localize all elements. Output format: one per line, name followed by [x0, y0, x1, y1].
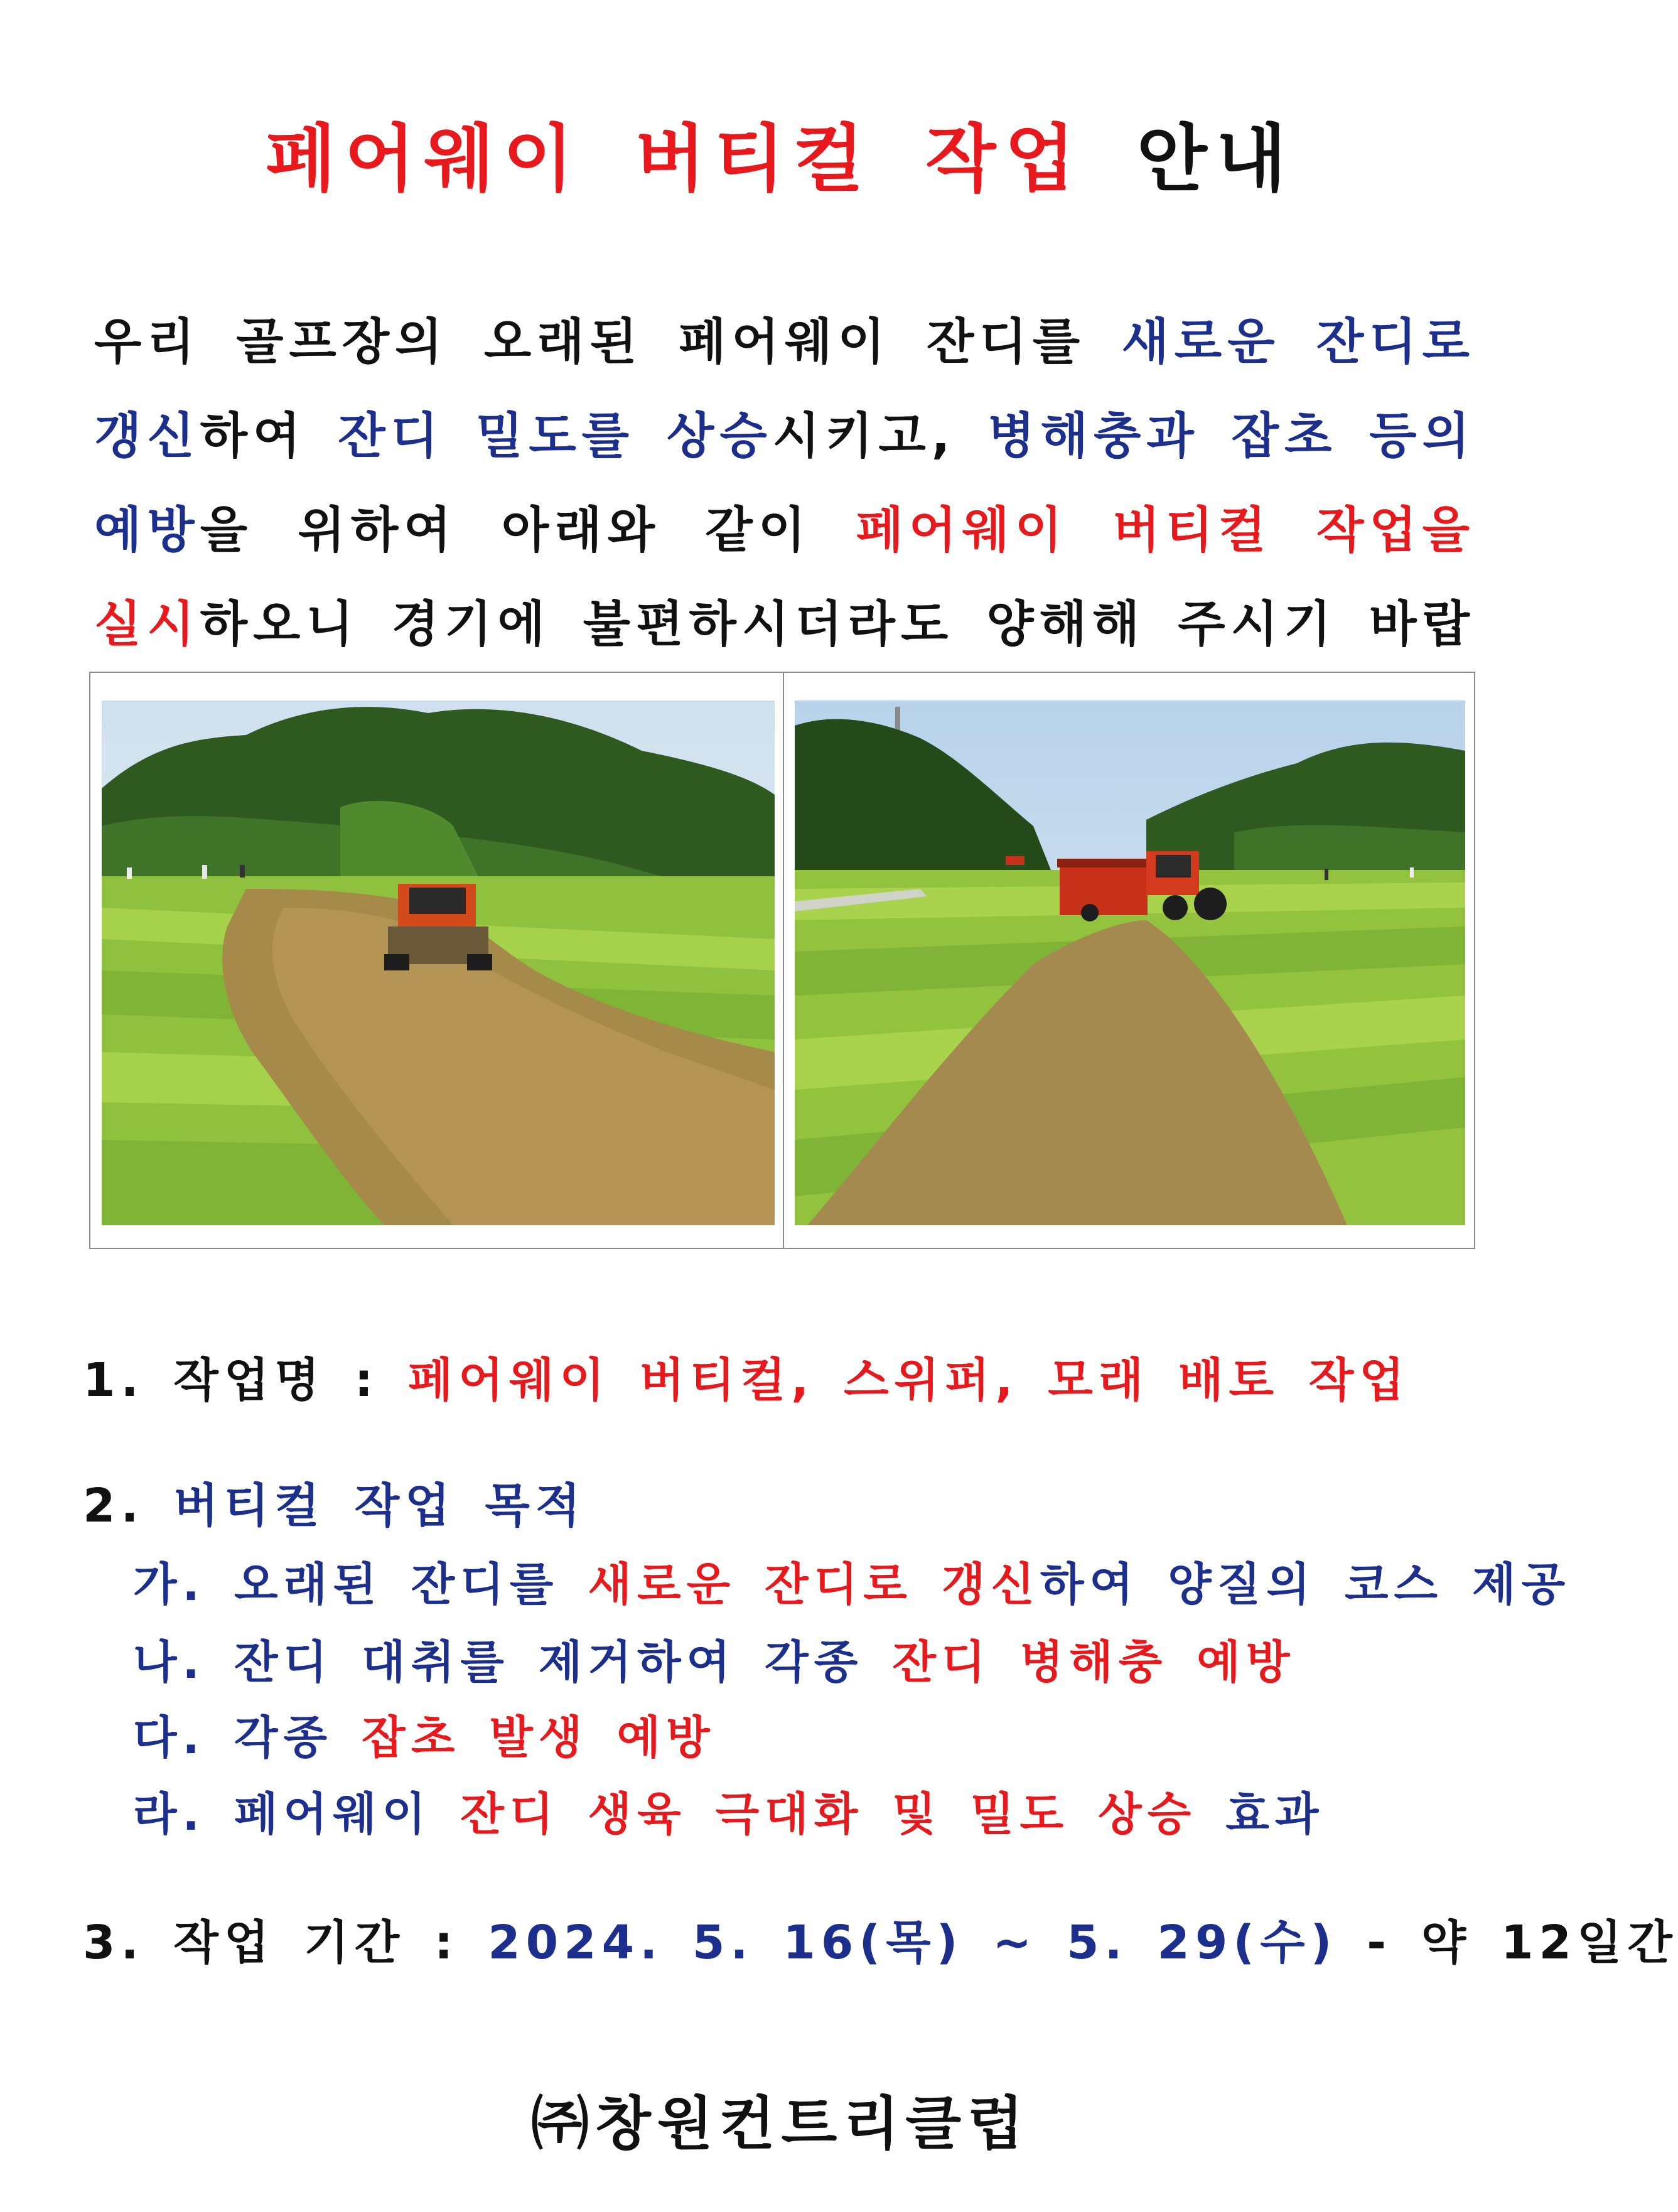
item-2-heading: 버티컬 작업 목적	[173, 1479, 586, 1533]
intro-text-2: 하여	[200, 408, 338, 464]
purpose-na	[133, 1626, 1295, 1691]
frame-divider	[783, 673, 784, 1248]
purpose-da-highlight: 잡초 발생 예방	[362, 1711, 716, 1764]
intro-highlight-density: 잔디 밀도를 상승	[338, 408, 773, 464]
purpose-ga-highlight: 새로운 잔디로 갱신	[588, 1558, 1040, 1611]
purpose-na-text: 나. 잔디 대취를 제거하여 각종	[133, 1636, 893, 1689]
item-1-label: 1. 작업명 :	[83, 1353, 408, 1407]
item-3-period	[83, 1906, 1678, 1972]
purpose-da	[133, 1701, 716, 1766]
photo-frame	[89, 672, 1475, 1249]
tractor-verticutting-fairway-photo	[102, 701, 775, 1225]
purpose-da-text: 다. 각종	[133, 1711, 362, 1764]
intro-text-1: 우리 골프장의 오래된 페어웨이 잔디를	[94, 314, 1122, 370]
club-name: ㈜창원컨트리클럽	[530, 2090, 1030, 2157]
tractor-with-sweeper-trailer-photo	[795, 701, 1465, 1225]
item-3-duration: - 약 12일간	[1337, 1916, 1678, 1970]
intro-highlight-prevention: 병해충과 잡초 등의 예방	[94, 408, 1475, 559]
purpose-ra-text-2: 효과	[1197, 1788, 1325, 1840]
item-2-number: 2.	[83, 1479, 174, 1533]
intro-highlight-renew: 새로운 잔디로 갱신	[94, 314, 1475, 464]
intro-text-4: 을 위하여 아래와 같이	[200, 502, 856, 559]
purpose-ra-text-1: 라. 페어웨이	[133, 1788, 461, 1840]
purpose-ra-highlight: 잔디 생육 극대화 및 밀도 상승	[460, 1788, 1197, 1840]
purpose-ra	[133, 1778, 1324, 1843]
item-3-date-range: 2024. 5. 16(목) ~ 5. 29(수)	[488, 1916, 1338, 1970]
item-1-work-name	[83, 1343, 1410, 1410]
item-1-value: 페어웨이 버티컬, 스위퍼, 모래 배토 작업	[407, 1353, 1410, 1407]
title-suffix: 안내	[1136, 117, 1295, 201]
title-highlight: 페어웨이 버티컬 작업	[266, 117, 1084, 201]
intro-text-5: 하오니 경기에 불편하시더라도 양해해 주시기 바랍	[200, 596, 1475, 653]
item-2-purpose	[83, 1469, 586, 1535]
purpose-na-highlight: 잔디 병해충 예방	[892, 1636, 1296, 1689]
purpose-ga-text-1: 가. 오래된 잔디를	[133, 1558, 588, 1611]
purpose-ga	[133, 1548, 1571, 1613]
item-3-label: 3. 작업 기간 :	[83, 1916, 488, 1970]
intro-text-3: 시키고,	[772, 408, 988, 464]
page-title	[0, 100, 1561, 205]
purpose-ga-text-2: 하여 양질의 코스 제공	[1040, 1558, 1571, 1611]
intro-highlight-work: 페어웨이 버티컬 작업을 실시	[94, 502, 1475, 653]
